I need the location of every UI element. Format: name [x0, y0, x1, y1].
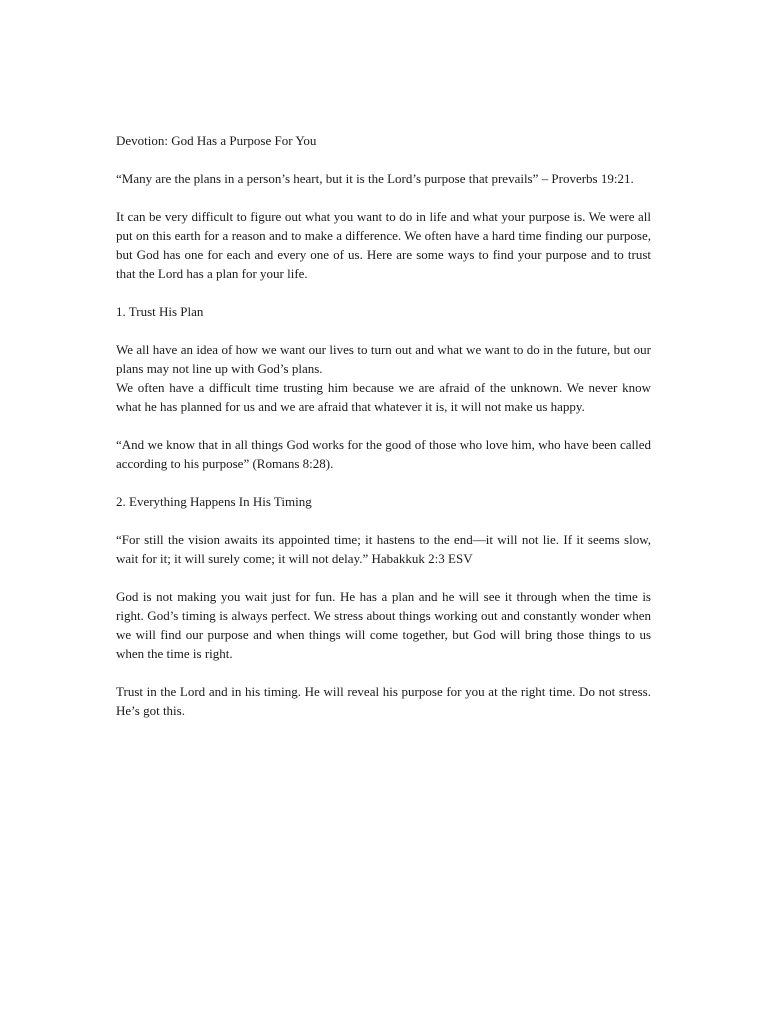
romans-quote: “And we know that in all things God works for the good of those who love him, who have been called according to his purpose” (Romans 8:28).: [116, 437, 651, 471]
closing-paragraph: Trust in the Lord and in his timing. He will reveal his purpose for you at the right time. Do not stress. He’s got this.: [116, 684, 651, 718]
document-title: Devotion: God Has a Purpose For You: [116, 133, 317, 148]
trust-plan-paragraph-1: We all have an idea of how we want our lives to turn out and what we want to do in the future, but our plans may not line up with God’s plans.: [116, 342, 651, 376]
habakkuk-quote: “For still the vision awaits its appointed time; it hastens to the end—it will not lie. If it seems slow, wait for it; it will surely come; it will not delay.” Habakkuk 2:3 ESV: [116, 532, 651, 566]
section-heading-his-timing: 2. Everything Happens In His Timing: [116, 494, 312, 509]
intro-paragraph: It can be very difficult to figure out what you want to do in life and what your purpose is. We were all put on this earth for a reason and to make a difference. We often have a hard time finding our purpose, but God has one for each and every one of us. Here are some ways to find your purpose and to trust that the Lord has a plan for your life.: [116, 209, 651, 281]
trust-plan-paragraph-2: We often have a difficult time trusting him because we are afraid of the unknown. We never know what he has planned for us and we are afraid that whatever it is, it will not make us happy.: [116, 380, 651, 414]
proverbs-quote: “Many are the plans in a person’s heart, but it is the Lord’s purpose that prevails” – Proverbs 19:21.: [116, 171, 634, 186]
timing-paragraph: God is not making you wait just for fun. He has a plan and he will see it through when the time is right. God’s timing is always perfect. We stress about things working out and constantly wonder when we will find our purpose and when things will come together, but God will bring those things to us when the time is right.: [116, 589, 651, 661]
section-heading-trust-his-plan: 1. Trust His Plan: [116, 304, 204, 319]
trust-plan-body: [116, 340, 651, 416]
document-page: [116, 131, 651, 720]
